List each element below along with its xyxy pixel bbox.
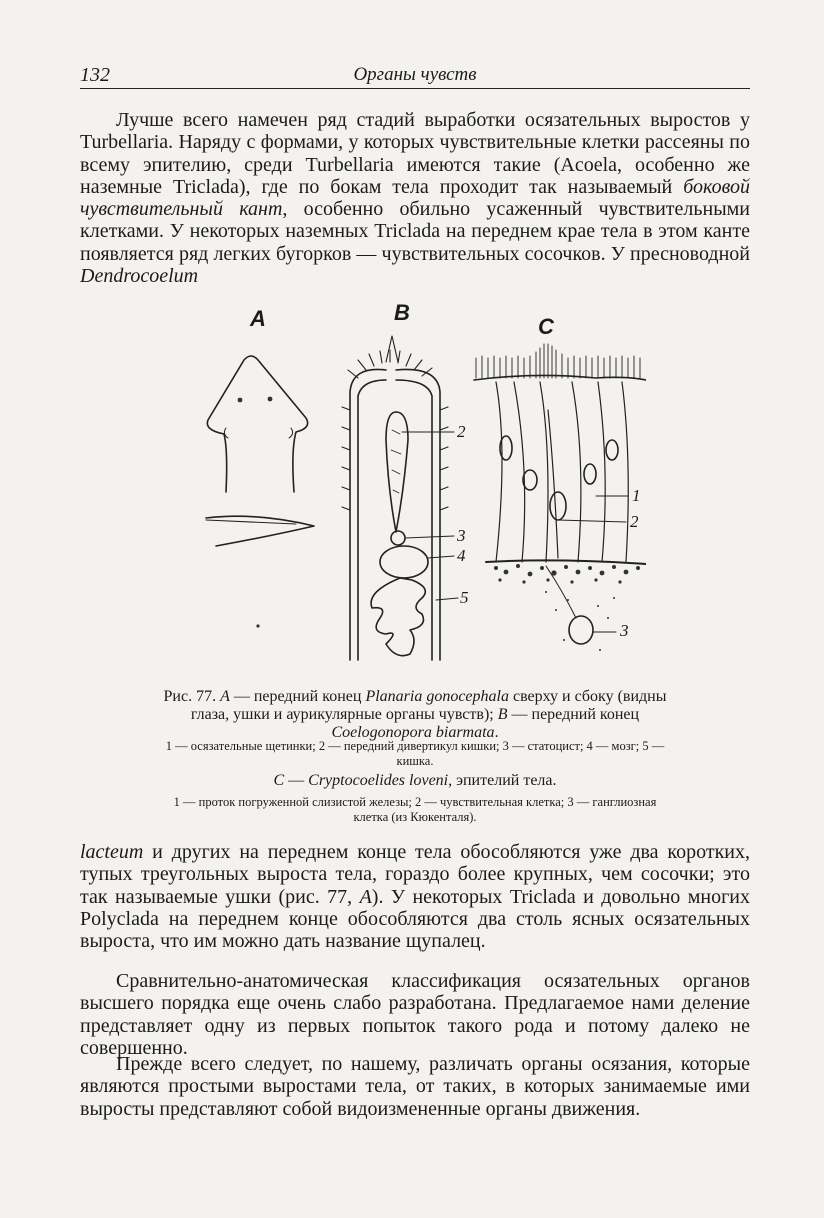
text-run: Cryptocoelides loveni bbox=[308, 772, 449, 789]
page-header bbox=[80, 64, 750, 89]
callout-c-2: 2 bbox=[630, 512, 639, 531]
text-run: Planaria gonocephala bbox=[365, 688, 509, 705]
text-run: — bbox=[284, 772, 309, 789]
text-run: Прежде всего следует, по нашему, различать органы осязания, которые являются простыми выростами тела, от таких, в которых занимаемые ими выросты представляют собой видоизмененные органы движения. bbox=[80, 1053, 750, 1120]
c-granules bbox=[494, 564, 640, 584]
text-run: A bbox=[359, 885, 372, 908]
text-run: 1 — осязательные щетинки; 2 — передний дивертикул кишки; 3 — статоцист; 4 — мозг; 5 — кишка. bbox=[165, 739, 665, 768]
text-run: 1 — проток погруженной слизистой железы; 2 — чувствительная клетка; 3 — ганглиозная клетка (из Кюкенталя). bbox=[173, 795, 657, 824]
gut bbox=[371, 578, 425, 656]
lateral-view-line bbox=[206, 520, 296, 524]
callout-c-3: 3 bbox=[620, 621, 629, 640]
callout-b-3: 3 bbox=[457, 526, 466, 545]
paragraph-1 bbox=[80, 109, 750, 287]
paragraph-3 bbox=[80, 970, 750, 1059]
callout-c-1: 1 bbox=[632, 486, 641, 505]
text-run: — передний конец bbox=[229, 688, 366, 705]
c-nuclei bbox=[500, 436, 618, 520]
text-run: Сравнительно-анатомическая классификация осязательных органов высшего порядка еще очень слабо разработана. Предлагаемое нами деление представляет одну из первых попыток такого рода и потому далеко не совершенно. bbox=[80, 970, 750, 1059]
figure-caption-main bbox=[155, 688, 675, 742]
figure-caption-legend-b bbox=[155, 739, 675, 769]
callout-leaders bbox=[402, 432, 628, 632]
c-ganglion-cell bbox=[569, 616, 593, 644]
text-run: Dendrocoelum bbox=[80, 265, 199, 288]
figure-caption-legend-c bbox=[155, 795, 675, 825]
c-basement-membrane bbox=[486, 560, 646, 564]
text-run: C bbox=[273, 772, 285, 789]
brain bbox=[380, 546, 428, 578]
text-run: Лучше всего намечен ряд стадий выработки осязательных выростов у Turbellaria. Наряду с формами, у которых чувствительные клетки рассеяны по всему эпителию, среди Turbellaria имеются такие (Acoela, особенно же наземные Triclada), где по бокам тела проходит так называемый bbox=[80, 109, 750, 198]
statocyst bbox=[391, 531, 405, 545]
c-cilia bbox=[476, 344, 640, 378]
diverticulum-hatching bbox=[391, 430, 401, 493]
text-run: Рис. 77. bbox=[163, 688, 221, 705]
text-run: ). У некоторых Triclada и довольно многих Polyclada на переднем конце обособляются два столь ясных осязательных выроста, что им можно дать название щупалец. bbox=[80, 885, 750, 953]
paragraph-4 bbox=[80, 1053, 750, 1120]
panel-label-c: C bbox=[538, 314, 554, 339]
panel-label-b: B bbox=[394, 300, 410, 325]
text-run: lacteum bbox=[80, 841, 144, 863]
figure-caption-c bbox=[155, 772, 675, 790]
c-nerve-fiber bbox=[546, 566, 576, 618]
page-number: 132 bbox=[80, 64, 110, 86]
text-run: Coelogonopora biarmata bbox=[331, 724, 495, 741]
text-run: . bbox=[494, 724, 499, 741]
b-inner-right-wall bbox=[396, 380, 432, 660]
figure-77 bbox=[196, 300, 646, 675]
text-run: — передний конец bbox=[507, 706, 640, 723]
c-cell-boundaries bbox=[496, 382, 628, 562]
callout-b-4: 4 bbox=[457, 546, 466, 565]
text-run: сверху и сбоку (видны глаза, ушки и аурикулярные органы чувств); bbox=[190, 688, 667, 723]
text-run: , эпителий тела. bbox=[448, 772, 557, 789]
panel-label-a: A bbox=[250, 306, 266, 331]
b-inner-left-wall bbox=[358, 380, 386, 660]
planaria-dorsal-outline bbox=[207, 356, 307, 492]
callout-b-2: 2 bbox=[457, 422, 466, 441]
text-run: боковой чувствительный кант bbox=[80, 175, 750, 221]
b-body-right-wall bbox=[396, 369, 440, 660]
paragraph-2 bbox=[80, 841, 750, 952]
text-run: , особенно обильно усаженный чувствительными клетками. У некоторых наземных Triclada на переднем крае тела в этом канте появляется ряд легких бугорков — чувствительных сосочков. У пресноводной bbox=[80, 198, 750, 265]
text-run: и других на переднем конце тела обособляются уже два коротких, тупых треугольных выроста тела, гораздо более крупных, чем сосочки; это так называемые ушки (рис. 77, bbox=[80, 841, 750, 908]
callout-b-5: 5 bbox=[460, 588, 469, 607]
running-title: Органы чувств bbox=[353, 64, 477, 85]
figure-drawing bbox=[196, 300, 646, 675]
text-run: B bbox=[497, 706, 508, 723]
auricular-organ-right bbox=[289, 428, 293, 438]
gut-diverticulum bbox=[386, 412, 408, 532]
text-run: A bbox=[220, 688, 230, 705]
